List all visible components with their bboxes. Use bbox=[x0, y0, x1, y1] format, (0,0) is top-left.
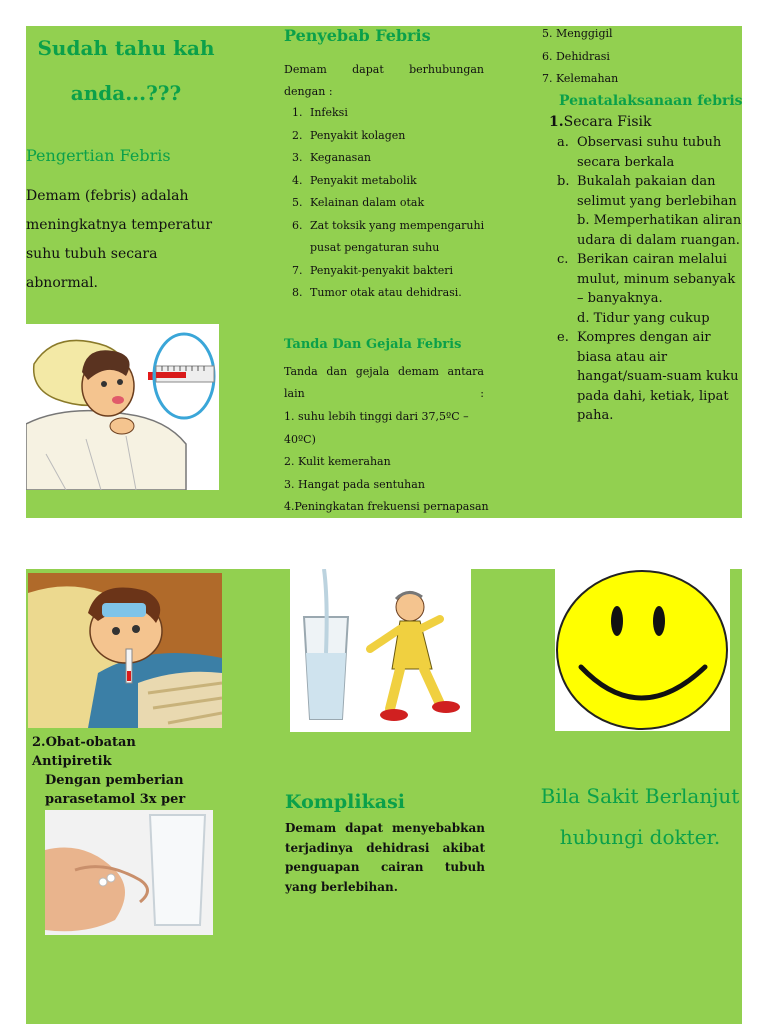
causes-intro-cont: dengan : bbox=[284, 85, 333, 98]
closing-message bbox=[540, 776, 740, 858]
item-text: b. Memperhatikan aliran udara di dalam ruangan. bbox=[577, 213, 742, 248]
drugs-title: Obat-obatan Antipiretik bbox=[32, 735, 136, 769]
signs-heading: Tanda Dan Gejala Febris bbox=[284, 337, 462, 352]
hand-with-pills-and-glass-illustration bbox=[45, 810, 213, 935]
causes-heading: Penyebab Febris bbox=[284, 26, 431, 45]
list-item: 2. Kulit kemerahan bbox=[284, 455, 391, 468]
leaflet-page-1 bbox=[26, 26, 742, 518]
sick-person-thermometer-illustration bbox=[26, 324, 219, 490]
list-item: 3. Hangat pada sentuhan bbox=[284, 477, 425, 491]
list-item bbox=[557, 133, 745, 172]
item-number: c. bbox=[557, 252, 569, 267]
item-text: Kompres dengan air biasa atau air hangat/suam-suam kuku pada dahi, ketiak, lipat paha. bbox=[577, 330, 739, 423]
sick-person-in-bed-illustration bbox=[28, 573, 222, 728]
signs-intro-cont bbox=[284, 383, 484, 405]
drugs-line-2: Dengan pemberian parasetamol 3x per bbox=[45, 773, 186, 807]
item-number: 5. bbox=[292, 196, 303, 209]
item-text: d. Tidur yang cukup bbox=[577, 310, 710, 326]
closing-line-2: hubungi dokter. bbox=[559, 825, 721, 849]
item-text: Infeksi bbox=[310, 106, 348, 119]
complications-heading: Komplikasi bbox=[285, 791, 405, 813]
list-item bbox=[284, 125, 494, 148]
item-number: 7. bbox=[292, 263, 303, 277]
item-text: Tumor otak atau dehidrasi. bbox=[310, 286, 462, 299]
item-text: Keganasan bbox=[310, 151, 371, 164]
item-number: 1. bbox=[292, 106, 303, 119]
item-text: Zat toksik yang mempengaruhi pusat pengaturan suhu bbox=[310, 218, 485, 254]
treatment-heading: Penatalaksanaan febris bbox=[559, 93, 743, 109]
item-number: a. bbox=[557, 135, 569, 150]
signs-intro: Tanda dan gejala demam antara bbox=[284, 365, 484, 378]
list-item bbox=[284, 170, 494, 193]
treatment-list bbox=[557, 133, 745, 426]
smiley-face-icon bbox=[555, 569, 730, 731]
signs-intro-word: lain bbox=[284, 387, 305, 400]
signs-list bbox=[284, 406, 489, 519]
subheading-label: Secara Fisik bbox=[563, 114, 652, 130]
definition-text: Demam (febris) adalah meningkatnya temperatur suhu tubuh secara abnormal. bbox=[26, 188, 213, 291]
causes-intro: Demam dapat berhubungan bbox=[284, 63, 484, 76]
item-text: Penyakit kolagen bbox=[310, 128, 406, 142]
subheading-number: 1. bbox=[549, 114, 564, 130]
item-number: 8. bbox=[292, 286, 303, 299]
drugs-line-1 bbox=[32, 733, 212, 771]
causes-list bbox=[284, 102, 494, 305]
item-number: b. bbox=[557, 174, 570, 189]
list-item bbox=[284, 215, 494, 260]
item-text: Bukalah pakaian dan selimut yang berlebihan bbox=[577, 174, 737, 209]
item-text: Observasi suhu tubuh secara berkala bbox=[577, 135, 722, 170]
item-number: 3. bbox=[292, 151, 303, 164]
item-number: e. bbox=[557, 330, 569, 345]
item-text: Penyakit-penyakit bakteri bbox=[310, 263, 454, 277]
list-item bbox=[557, 328, 745, 426]
list-item bbox=[557, 211, 745, 250]
item-text: Berikan cairan melalui mulut, minum sebanyak – banyaknya. bbox=[577, 252, 736, 306]
water-glass-and-thirsty-man-illustration bbox=[290, 569, 471, 732]
signs-colon: : bbox=[480, 387, 484, 400]
list-item bbox=[557, 172, 745, 211]
list-item bbox=[284, 102, 494, 125]
list-item: 7. Kelemahan bbox=[542, 72, 619, 85]
item-number: 4. bbox=[292, 173, 303, 187]
list-item: 1. suhu lebih tinggi dari 37,5ºC – 40ºC) bbox=[284, 410, 469, 446]
item-text: Penyakit metabolik bbox=[310, 173, 417, 187]
item-number: 2. bbox=[292, 128, 303, 142]
complications-text: Demam dapat menyebabkan terjadinya dehidrasi akibat penguapan cairan tubuh yang berlebihan. bbox=[285, 821, 485, 894]
list-item: 5. Menggigil bbox=[542, 27, 613, 40]
title-text: Sudah tahu kah anda...??? bbox=[37, 36, 215, 105]
list-item bbox=[557, 250, 745, 309]
list-item bbox=[284, 192, 494, 215]
list-item bbox=[284, 260, 494, 283]
list-item bbox=[284, 147, 494, 170]
signs-list-continued bbox=[542, 23, 618, 91]
list-item bbox=[557, 309, 745, 329]
list-item: 4.Peningkatan frekuensi pernapasan bbox=[284, 500, 489, 513]
list-item bbox=[284, 282, 494, 305]
drugs-number: 2. bbox=[32, 735, 46, 750]
definition-heading: Pengertian Febris bbox=[26, 146, 171, 165]
treatment-subheading bbox=[549, 114, 652, 130]
item-text: Kelainan dalam otak bbox=[310, 196, 425, 209]
closing-line-1: Bila Sakit Berlanjut bbox=[540, 784, 740, 808]
list-item: 6. Dehidrasi bbox=[542, 49, 610, 63]
leaflet-title bbox=[26, 26, 226, 116]
item-number: 6. bbox=[292, 218, 303, 232]
